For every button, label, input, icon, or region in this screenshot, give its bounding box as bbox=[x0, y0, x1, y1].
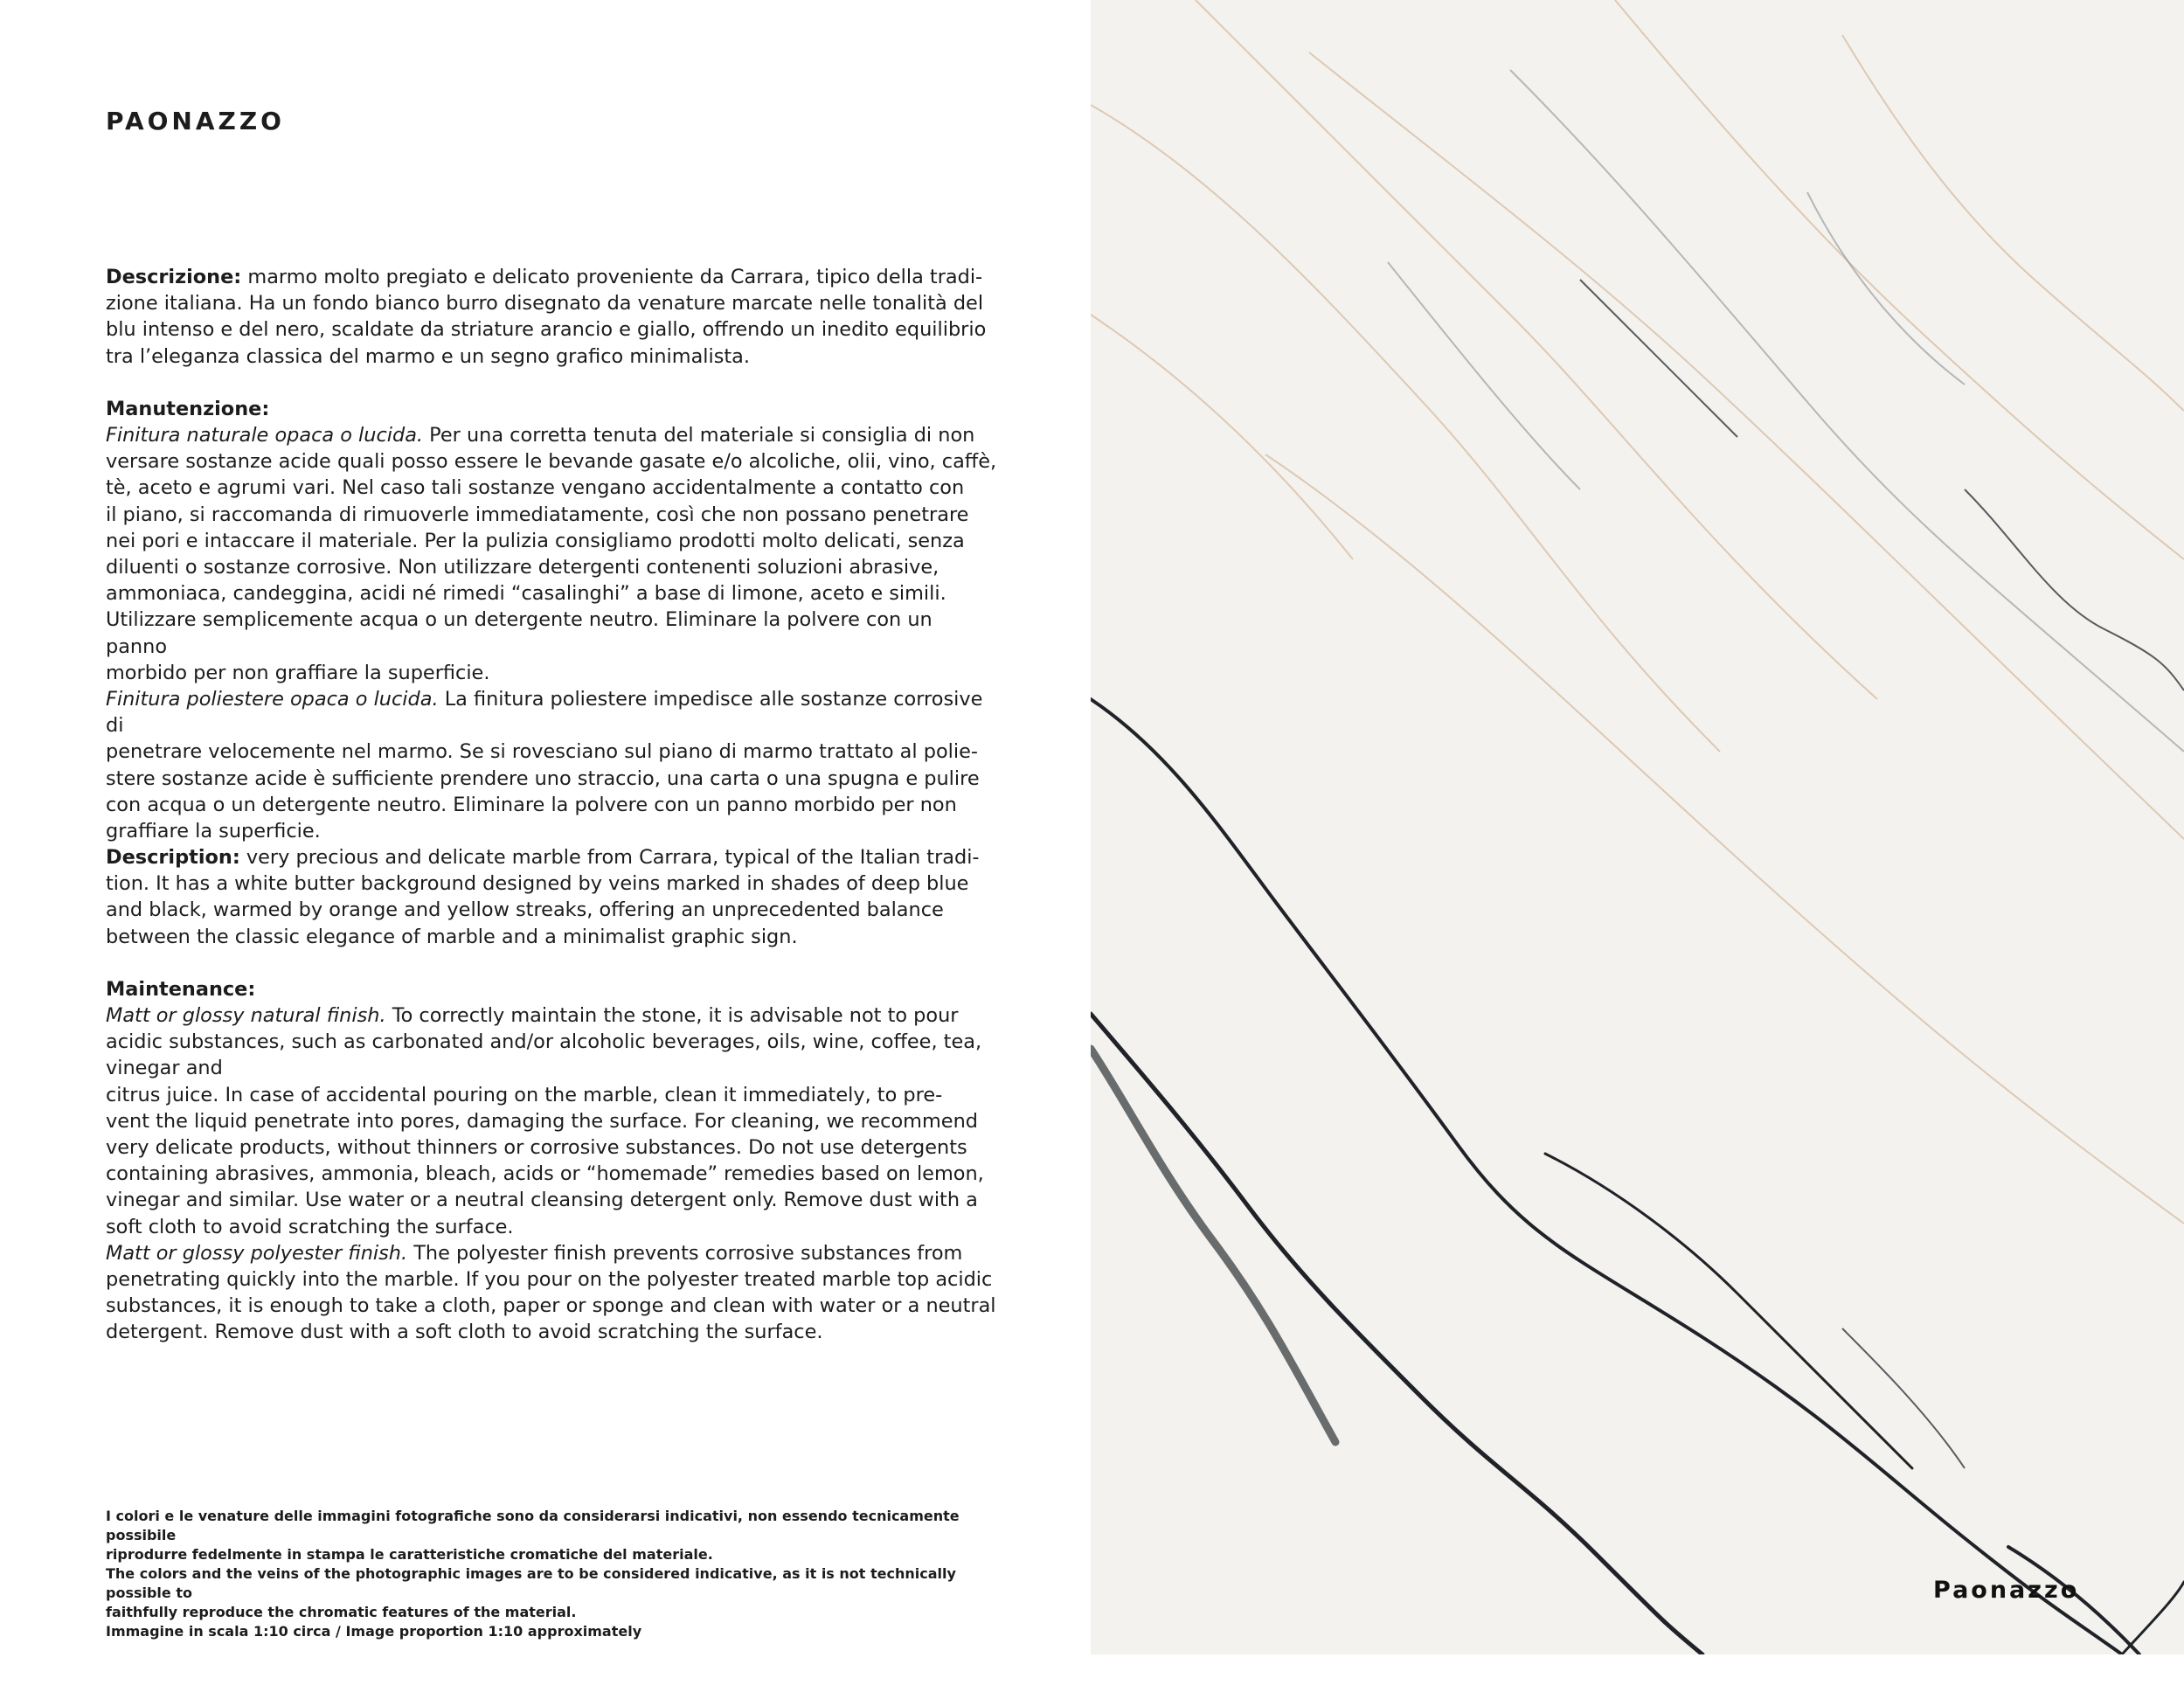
footnote-italian: I colori e le venature delle immagini fotografiche sono da considerarsi indicativi, non essendo tecnicamente possibile riprodurre fedelmente in stampa le caratteristiche cromatiche del materiale. bbox=[106, 1508, 960, 1563]
page-title: PAONAZZO bbox=[106, 107, 285, 135]
footnote-scale: Immagine in scala 1:10 circa / Image proportion 1:10 approximately bbox=[106, 1623, 642, 1640]
marble-background bbox=[1091, 0, 2184, 1654]
italian-description-text: marmo molto pregiato e delicato proveniente da Carrara, tipico della tradi- zione italiana. Ha un fondo bianco burro disegnato da venature marcate nelle tonalità del blu intenso e del nero, scaldate da striature arancio e giallo, offrendo un inedito equilibrio tra l’eleganza classica del marmo e un segno grafico minimalista. bbox=[106, 266, 987, 368]
english-finish2-text: The polyester finish prevents corrosive substances from penetrating quickly into the marble. If you pour on the polyester treated marble top acidic substances, it is enough to take a cloth, paper or sponge and clean with water or a neutral detergent. Remove dust with a soft cloth to avoid scratching the surface. bbox=[106, 1241, 996, 1344]
footnote-english: The colors and the veins of the photographic images are to be considered indicative, as it is not technically possible to faithfully reproduce the chromatic features of the material. bbox=[106, 1565, 956, 1620]
italian-finish1-text: Per una corretta tenuta del materiale si consiglia di non versare sostanze acide quali posso essere le bevande gasate e/o alcoliche, olii, vino, caffè, tè, aceto e agrumi vari. Nel caso tali sostanze vengano accidentalmente a contatto con il piano, si raccomanda di rimuoverle immediatamente, così che non possano penetrare nei pori e intaccare il materiale. Per la pulizia consigliamo prodotti molto delicati, senza diluenti o sostanze corrosive. Non utilizzare detergenti contenenti soluzioni abrasive, ammoniaca, candeggina, acidi né rimedi “casalinghi” a base di limone, aceto e simili. Utilizzare semplicemente acqua o un detergente neutro. Eliminare la polvere con un panno morbido per non graffiare la superficie. bbox=[106, 424, 997, 684]
english-maintenance bbox=[106, 976, 997, 1346]
english-finish2-label: Matt or glossy polyester finish. bbox=[106, 1241, 408, 1265]
italian-description-label: Descrizione: bbox=[106, 266, 242, 288]
italian-finish2-text: La finitura poliestere impedisce alle sostanze corrosive di penetrare velocemente nel marmo. Se si rovesciano sul piano di marmo trattato al polie- stere sostanze acide è sufficiente prendere uno straccio, una carta o una spugna e pulire con acqua o un detergente neutro. Eliminare la polvere con un panno morbido per non graffiare la superficie. bbox=[106, 688, 983, 843]
italian-section bbox=[106, 264, 997, 844]
english-maintenance-label: Maintenance: bbox=[106, 977, 256, 1001]
photo-caption: Paonazzo bbox=[1933, 1577, 2080, 1604]
italian-description bbox=[106, 264, 997, 370]
marble-photo bbox=[1091, 0, 2184, 1654]
footnote bbox=[106, 1507, 997, 1641]
english-description bbox=[106, 844, 997, 950]
italian-finish2-label: Finitura poliestere opaca o lucida. bbox=[106, 688, 439, 711]
english-finish1-label: Matt or glossy natural finish. bbox=[106, 1004, 386, 1028]
marble-texture-image bbox=[1091, 0, 2184, 1654]
english-finish1-text: To correctly maintain the stone, it is advisable not to pour acidic substances, such as carbonated and/or alcoholic beverages, oils, wine, coffee, tea, vinegar and citrus juice. In case of accidental pouring on the marble, clean it immediately, to pre- vent the liquid penetrate into pores, damaging the surface. For cleaning, we recommend very delicate products, without thinners or corrosive substances. Do not use detergents containing abrasives, ammonia, bleach, acids or “homemade” remedies based on lemon, vinegar and similar. Use water or a neutral cleansing detergent only. Remove dust with a soft cloth to avoid scratching the surface. bbox=[106, 1004, 984, 1238]
english-description-label: Description: bbox=[106, 846, 240, 869]
italian-maintenance-label: Manutenzione: bbox=[106, 397, 270, 420]
english-description-text: very precious and delicate marble from Carrara, typical of the Italian tradi- tion. It has a white butter background designed by veins marked in shades of deep blue and black, warmed by orange and yellow streaks, offering an unprecedented balance between the classic elegance of marble and a minimalist graphic sign. bbox=[106, 846, 980, 948]
italian-finish1-label: Finitura naturale opaca o lucida. bbox=[106, 424, 424, 447]
italian-maintenance bbox=[106, 396, 997, 844]
text-page bbox=[0, 0, 1091, 1706]
english-section bbox=[106, 844, 997, 1346]
